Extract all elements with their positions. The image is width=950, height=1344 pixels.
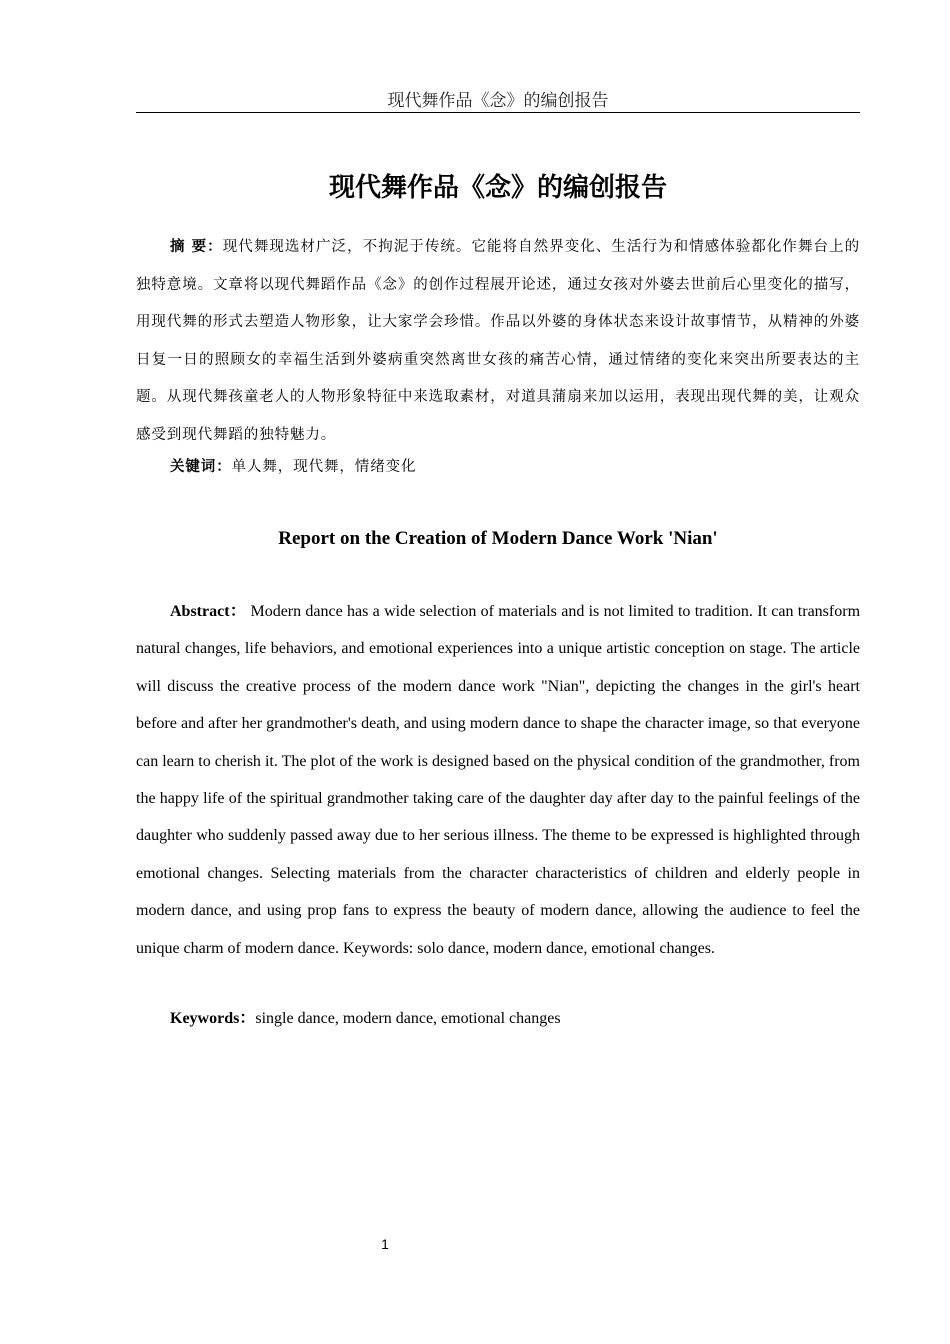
chinese-abstract <box>136 229 860 454</box>
english-keywords-label: Keywords： <box>170 1010 256 1027</box>
english-keywords-text: single dance, modern dance, emotional changes <box>255 1010 561 1027</box>
english-keywords <box>170 1004 860 1034</box>
chinese-keywords-text: 单人舞，现代舞，情绪变化 <box>231 459 417 475</box>
running-header: 现代舞作品《念》的编创报告 <box>136 90 860 113</box>
chinese-abstract-label: 摘 要： <box>170 239 223 255</box>
page-number: 1 <box>381 1236 389 1252</box>
english-abstract-text: Modern dance has a wide selection of materials and is not limited to tradition. It can transform natural changes, life behaviors, and emotional experiences into a unique artistic conception on stage. The article will discuss the creative process of the modern dance work "Nian", depicting the changes in the girl's heart before and after her grandmother's death, and using modern dance to shape the character image, so that everyone can learn to cherish it. The plot of the work is designed based on the physical condition of the grandmother, from the happy life of the spiritual grandmother taking care of the daughter day after day to the painful feelings of the daughter who suddenly passed away due to her serious illness. The theme to be expressed is highlighted through emotional changes. Selecting materials from the character characteristics of children and elderly people in modern dance, and using prop fans to express the beauty of modern dance, allowing the audience to feel the unique charm of modern dance. Keywords: solo dance, modern dance, emotional changes. <box>136 603 861 957</box>
chinese-keywords-label: 关键词： <box>170 459 232 475</box>
chinese-title: 现代舞作品《念》的编创报告 <box>328 173 667 203</box>
english-abstract <box>136 593 860 967</box>
english-abstract-label: Abstract： <box>170 603 247 620</box>
chinese-abstract-text: 现代舞现选材广泛，不拘泥于传统。它能将自然界变化、生活行为和情感体验都化作舞台上的独特意境。文章将以现代舞蹈作品《念》的创作过程展开论述，通过女孩对外婆去世前后心里变化的描写，用现代舞的形式去塑造人物形象，让大家学会珍惜。作品以外婆的身体状态来设计故事情节，从精神的外婆日复一日的照顾女的幸福生活到外婆病重突然离世女孩的痛苦心情，通过情绪的变化来突出所要表达的主题。从现代舞孩童老人的人物形象特征中来选取素材，对道具蒲扇来加以运用，表现出现代舞的美，让观众感受到现代舞蹈的独特魅力。 <box>136 239 860 443</box>
chinese-keywords <box>170 452 860 482</box>
english-title: Report on the Creation of Modern Dance Work 'Nian' <box>278 528 718 549</box>
